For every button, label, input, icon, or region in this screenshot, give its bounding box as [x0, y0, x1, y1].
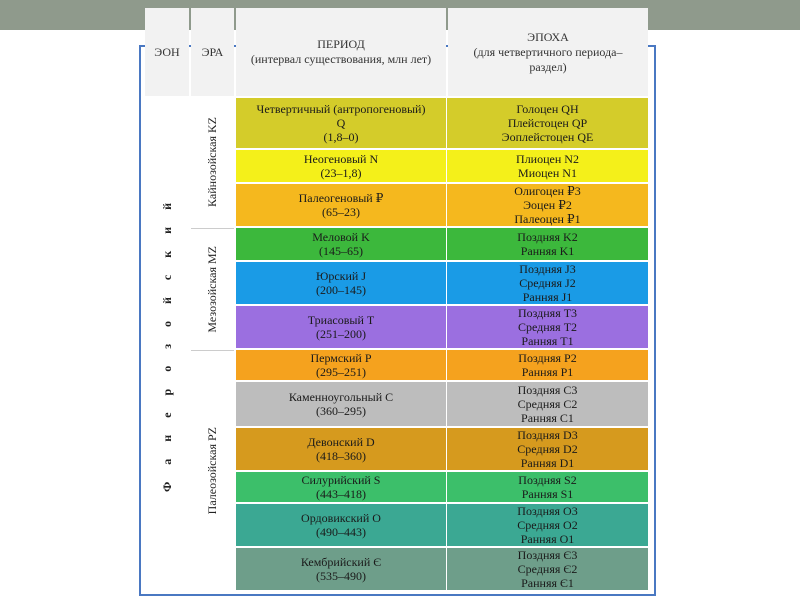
epoch-item: Поздняя Є3 — [517, 548, 578, 562]
period-interval: (360–295) — [316, 404, 366, 418]
period-interval: (295–251) — [316, 365, 366, 379]
row-jurassic — [236, 262, 648, 304]
period-name: Девонский D — [307, 435, 375, 449]
epoch-item: Ранняя C1 — [521, 411, 574, 425]
era-mesozoic-cell — [191, 228, 234, 349]
period-cell — [236, 306, 447, 348]
period-cell — [236, 184, 447, 226]
era-paleozoic-label: Палеозойская PZ — [205, 427, 219, 515]
period-name: Пермский P — [310, 351, 372, 365]
eon-label: Ф а н е р о з о й с к и й — [159, 195, 174, 493]
epoch-item: Средняя Є2 — [517, 562, 578, 576]
row-ordovician — [236, 504, 648, 546]
epoch-item: Миоцен N1 — [518, 166, 577, 180]
eon-cell — [145, 98, 189, 590]
era-cenozoic-label: Кайнозойская KZ — [205, 117, 219, 207]
epoch-item: Поздняя S2 — [518, 473, 577, 487]
epoch-item: Плейстоцен QP — [507, 116, 588, 130]
epoch-item: Поздняя P2 — [518, 351, 577, 365]
epoch-item: Поздняя J3 — [519, 262, 576, 276]
epoch-item: Поздняя D3 — [517, 428, 578, 442]
period-name: Палеогеновый ₽ — [298, 191, 384, 205]
header-epoch-title: ЭПОХА — [527, 29, 569, 44]
epoch-item: Ранняя D1 — [520, 456, 575, 470]
epoch-item: Средняя T2 — [517, 320, 578, 334]
period-cell — [236, 504, 447, 546]
epoch-cell — [447, 262, 648, 304]
epoch-cell — [447, 472, 648, 502]
era-paleozoic-cell — [191, 350, 234, 591]
row-neogene — [236, 150, 648, 182]
epoch-item: Ранняя T1 — [521, 334, 574, 348]
epoch-item: Средняя O2 — [517, 518, 578, 532]
epoch-cell — [447, 98, 648, 148]
row-triassic — [236, 306, 648, 348]
period-cell — [236, 428, 447, 470]
period-cell — [236, 548, 447, 590]
epoch-item: Ранняя P1 — [521, 365, 574, 379]
epoch-cell — [447, 184, 648, 226]
epoch-item: Поздняя K2 — [517, 230, 578, 244]
header-eon-label: ЭОН — [154, 44, 180, 59]
epoch-item: Эоцен ₽2 — [523, 198, 572, 212]
period-name: Силурийский S — [301, 473, 381, 487]
epoch-cell — [447, 548, 648, 590]
period-name: Каменноугольный C — [288, 390, 394, 404]
period-interval: (251–200) — [316, 327, 366, 341]
epoch-item: Ранняя K1 — [520, 244, 575, 258]
header-eon — [145, 8, 189, 96]
header-era — [191, 8, 234, 96]
epoch-cell — [447, 350, 648, 380]
header-epoch-subtitle: (для четвертичного периода– раздел) — [473, 44, 623, 74]
era-mesozoic-label: Мезозойская MZ — [205, 245, 219, 333]
period-interval: (145–65) — [319, 244, 363, 258]
epoch-cell — [447, 504, 648, 546]
epoch-item: Олигоцен ₽3 — [514, 184, 581, 198]
period-interval: (65–23) — [322, 205, 360, 219]
period-cell — [236, 350, 447, 380]
period-interval: (443–418) — [316, 487, 366, 501]
header-era-label: ЭРА — [201, 44, 224, 59]
epoch-item: Ранняя Є1 — [521, 576, 574, 590]
period-name: Кембрийский Є — [300, 555, 382, 569]
epoch-item: Палеоцен ₽1 — [514, 212, 581, 226]
epoch-item: Поздняя T3 — [517, 306, 578, 320]
header-period-subtitle: (интервал существования, млн лет) — [250, 52, 432, 66]
period-cell — [236, 228, 447, 260]
epoch-item: Поздняя O3 — [517, 504, 578, 518]
epoch-item: Средняя D2 — [517, 442, 578, 456]
header-epoch — [448, 8, 648, 96]
epoch-cell — [447, 306, 648, 348]
period-name: Четвертичный (антропогеновый) — [256, 102, 426, 116]
period-symbol: Q — [336, 116, 346, 130]
header-period-title: ПЕРИОД — [317, 37, 365, 51]
epoch-cell — [447, 382, 648, 426]
period-name: Меловой K — [312, 230, 370, 244]
epoch-item: Эоплейстоцен QE — [501, 130, 594, 144]
row-quaternary — [236, 98, 648, 148]
period-interval: (200–145) — [316, 283, 366, 297]
period-cell — [236, 150, 447, 182]
period-cell — [236, 98, 447, 148]
epoch-cell — [447, 150, 648, 182]
row-paleogene — [236, 184, 648, 226]
epoch-item: Плиоцен N2 — [516, 152, 579, 166]
row-silurian — [236, 472, 648, 502]
epoch-cell — [447, 428, 648, 470]
epoch-item: Поздняя C3 — [517, 383, 578, 397]
row-carboniferous — [236, 382, 648, 426]
period-cell — [236, 382, 447, 426]
period-interval: (23–1,8) — [320, 166, 362, 180]
row-cretaceous — [236, 228, 648, 260]
period-name: Ордовикский O — [301, 511, 381, 525]
period-interval: (418–360) — [316, 449, 366, 463]
header-period — [236, 8, 446, 96]
period-name: Юрский J — [315, 269, 366, 283]
era-cenozoic-cell — [191, 98, 234, 226]
epoch-item: Средняя C2 — [517, 397, 578, 411]
epoch-cell — [447, 228, 648, 260]
row-permian — [236, 350, 648, 380]
period-name: Неогеновый N — [303, 152, 379, 166]
period-interval: (1,8–0) — [323, 130, 359, 144]
epoch-item: Ранняя S1 — [521, 487, 574, 501]
row-devonian — [236, 428, 648, 470]
epoch-item: Средняя J2 — [519, 276, 576, 290]
epoch-item: Ранняя O1 — [520, 532, 575, 546]
row-cambrian — [236, 548, 648, 590]
period-interval: (490–443) — [316, 525, 366, 539]
epoch-item: Голоцен QH — [516, 102, 579, 116]
period-interval: (535–490) — [316, 569, 366, 583]
period-name: Триасовый T — [307, 313, 375, 327]
period-cell — [236, 262, 447, 304]
epoch-item: Ранняя J1 — [522, 290, 573, 304]
period-cell — [236, 472, 447, 502]
